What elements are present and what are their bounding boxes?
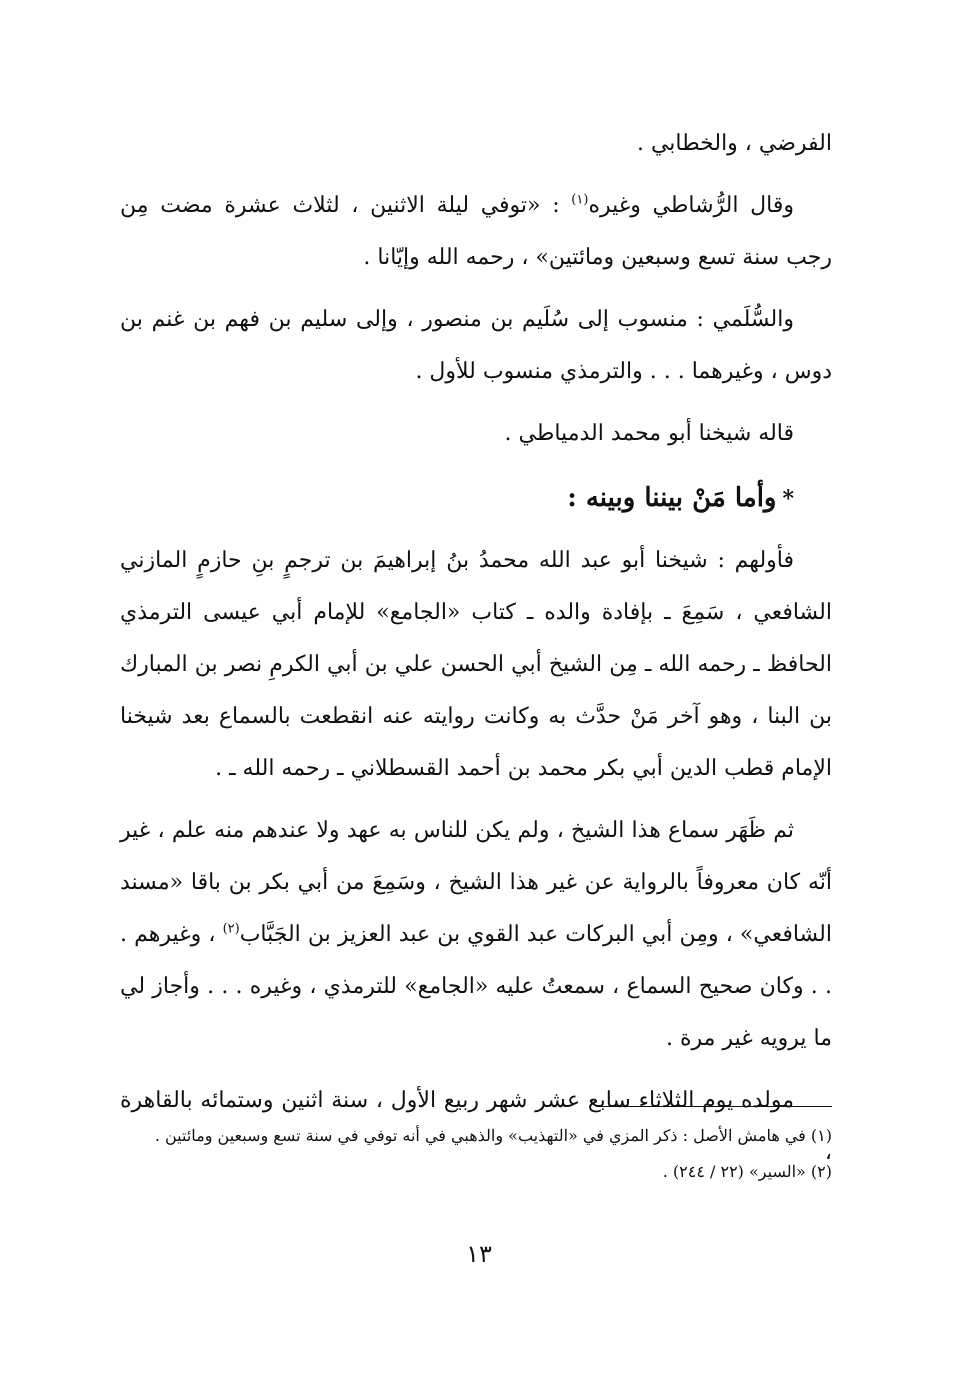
- paragraph-3: والسُّلَمي : منسوب إلى سُلَيم بن منصور ، وإلى سليم بن فهم بن غنم بن دوس ، وغيرهما . . . والترمذي منسوب للأول .: [120, 307, 832, 384]
- footnote-ref-1: (١): [571, 192, 589, 208]
- main-text: [120, 118, 832, 1189]
- paragraph-6: [120, 805, 832, 1065]
- page-number: ١٣: [466, 1240, 492, 1268]
- paragraph-7: مولده يوم الثلاثاء سابع عشر شهر ربيع الأول ، سنة اثنين وستمائه بالقاهرة ،: [120, 1088, 832, 1165]
- section-heading: [120, 470, 832, 527]
- footnote-2: (٢) «السير» (٢٢ / ٢٤٤) .: [662, 1162, 832, 1181]
- paragraph-1: الفرضي ، والخطابي .: [636, 131, 832, 156]
- paragraph-4: قاله شيخنا أبو محمد الدمياطي .: [504, 421, 794, 446]
- section-heading-text: وأما مَنْ بيننا وبينه :: [567, 483, 777, 513]
- paragraph-2: [120, 180, 832, 284]
- paragraph-5: فأولهم : شيخنا أبو عبد الله محمدُ بنُ إبراهيمَ بن ترجمٍ بنِ حازمٍ المازني الشافعي ، سَمِعَ ـ بإفادة والده ـ كتاب «الجامع» للإمام أبي عيسى الترمذي الحافظ ـ رحمه الله ـ مِن الشيخ أبي الحسن علي بن أبي الكرمِ نصر بن المبارك بن البنا ، وهو آخر مَنْ حدَّث به وكانت روايته عنه انقطعت بالسماع بعد شيخنا الإمام قطب الدين أبي بكر محمد بن أحمد القسطلاني ـ رحمه الله ـ .: [120, 548, 832, 781]
- paragraph-2-end: : «توفي ليلة الاثنين ، لثلاث عشرة مضت مِن رجب سنة تسع وسبعين ومائتين» ، رحمه الله وإيّانا .: [120, 193, 832, 270]
- paragraph-6-start: ثم ظَهَر سماع هذا الشيخ ، ولم يكن للناس به عهد ولا عندهم منه علم ، غير أنّه كان معروفاً بالرواية عن غير هذا الشيخ ، وسَمِعَ من أبي بكر بن باقا «مسند الشافعي» ، ومِن أبي البركات عبد القوي بن عبد العزيز بن الجَبَّاب: [120, 818, 832, 947]
- footnote-divider: [596, 1106, 832, 1107]
- footnote-1: (١) في هامش الأصل : ذكر المزي في «التهذيب» والذهبي في أنه توفي في سنة تسع وسبعين ومائتين .: [154, 1126, 832, 1145]
- footnote-ref-2: (٢): [222, 921, 240, 937]
- star-icon: *: [782, 486, 794, 512]
- paragraph-2-start: وقال الرُّشاطي وغيره: [588, 193, 795, 218]
- paragraph-6-end: ، وغيرهم . . . وكان صحيح السماع ، سمعتُ عليه «الجامع» للترمذي ، وغيره . . . وأجاز لي ما يرويه غير مرة .: [120, 922, 832, 1051]
- footnotes: [120, 1120, 832, 1192]
